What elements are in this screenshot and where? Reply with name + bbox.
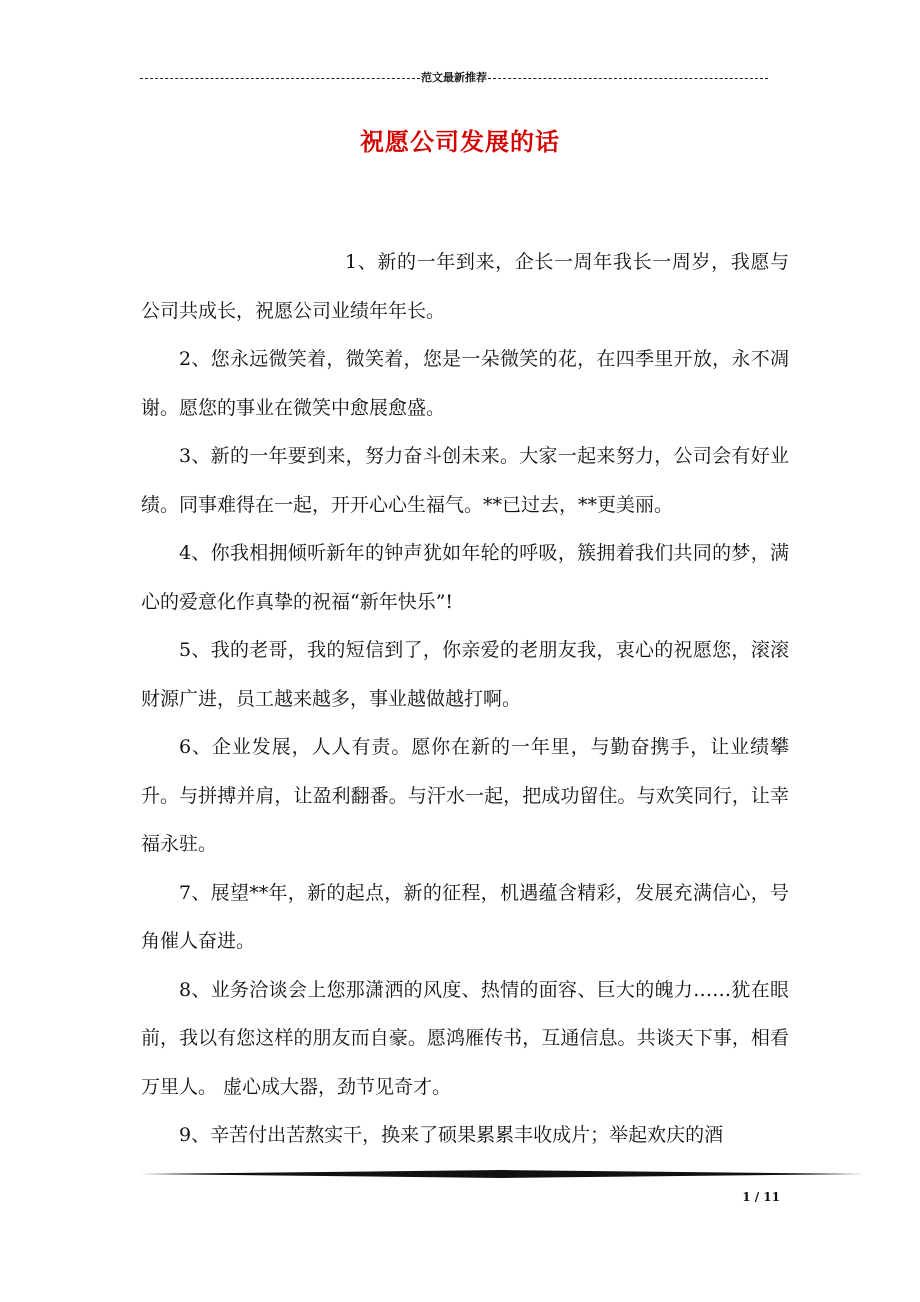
document-body: [141, 238, 789, 1160]
paragraph-2: 2、您永远微笑着，微笑着，您是一朵微笑的花，在四季里开放，永不凋谢。愿您的事业在微笑中愈展愈盛。: [141, 348, 789, 419]
page-header: [140, 68, 768, 86]
document-title: 祝愿公司发展的话: [360, 127, 560, 156]
footer-rule: [140, 1168, 864, 1180]
paragraph-9: 9、辛苦付出苦熬实干，换来了硕果累累丰收成片；举起欢庆的酒: [179, 1124, 724, 1146]
header-label: 范文最新推荐: [421, 71, 487, 84]
header-dash-right: [488, 78, 768, 79]
page-number: 1 / 11: [742, 1190, 780, 1204]
paragraph-1: 1、新的一年到来，企长一周年我长一周岁，我愿与公司共成长，祝愿公司业绩年年长。: [141, 251, 789, 322]
paragraph-6: 6、企业发展，人人有责。愿你在新的一年里，与勤奋携手，让业绩攀升。与拼搏并肩，让盈利翻番。与汗水一起，把成功留住。与欢笑同行，让幸福永驻。: [141, 736, 789, 855]
paragraph-4: 4、你我相拥倾听新年的钟声犹如年轮的呼吸，簇拥着我们共同的梦，满心的爱意化作真挚的祝福“新年快乐”!: [141, 542, 789, 613]
paragraph-8: 8、业务洽谈会上您那潇洒的风度、热情的面容、巨大的魄力……犹在眼前，我以有您这样的朋友而自豪。愿鸿雁传书，互通信息。共谈天下事，相看万里人。 虚心成大器，劲节见奇才。: [141, 978, 789, 1098]
paragraph-5: 5、我的老哥，我的短信到了，你亲爱的老朋友我，衷心的祝愿您，滚滚财源广进，员工越来越多，事业越做越打啊。: [141, 639, 789, 710]
paragraph-3: 3、新的一年要到来，努力奋斗创未来。大家一起来努力，公司会有好业绩。同事难得在一起，开开心心生福气。**已过去，**更美丽。: [141, 445, 789, 516]
header-dash-left: [140, 78, 420, 79]
paragraph-7: 7、展望**年，新的起点，新的征程，机遇蕴含精彩，发展充满信心，号角催人奋进。: [141, 881, 789, 952]
